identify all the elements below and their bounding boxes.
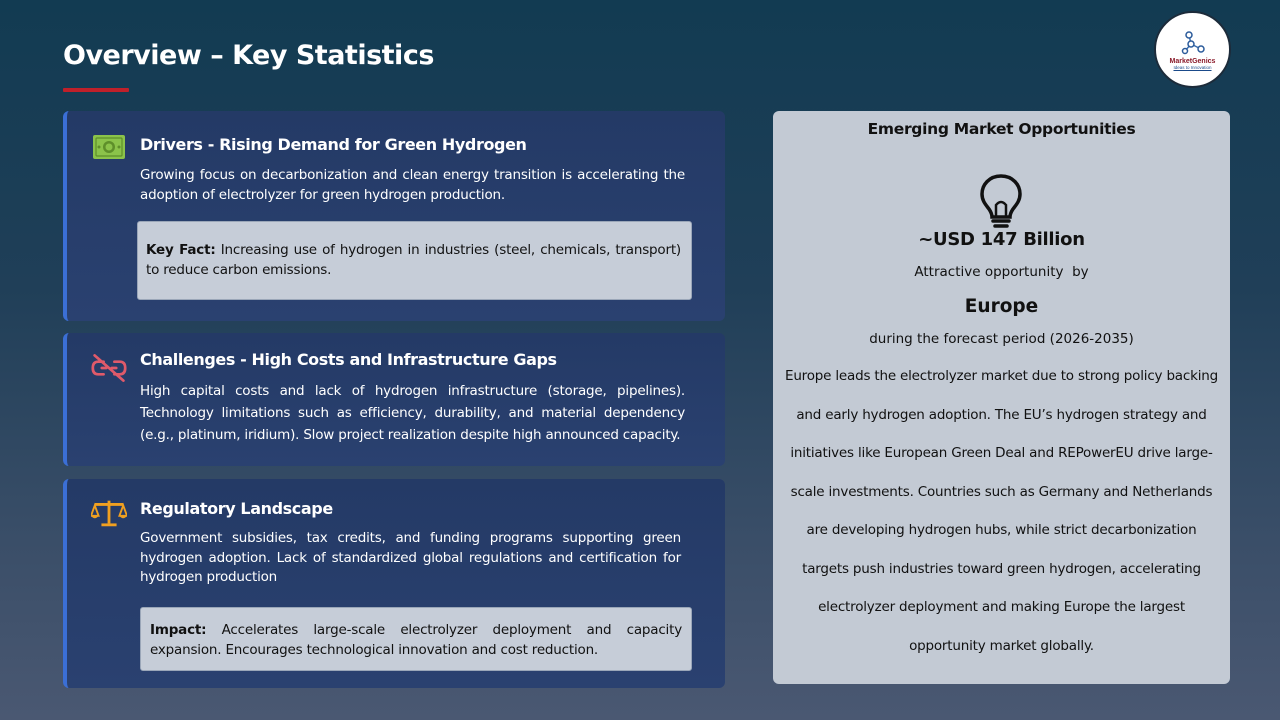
regulatory-card	[63, 479, 725, 688]
regulatory-body: Government subsidies, tax credits, and funding programs supporting green hydrogen adoption. Lack of standardized global regulations and certification for hydrogen production	[140, 530, 681, 585]
regulatory-title: Regulatory Landscape	[140, 499, 333, 518]
logo-name: MarketGenics	[1169, 57, 1216, 65]
title-underline	[63, 88, 129, 92]
challenges-body: High capital costs and lack of hydrogen infrastructure (storage, pipelines). Technology limitations such as efficiency, durability, and material dependency (e.g., platinum, iridium). Slow project realization despite high announced capacity.	[140, 383, 685, 443]
drivers-title: Drivers - Rising Demand for Green Hydrogen	[140, 135, 527, 154]
drivers-body: Growing focus on decarbonization and clean energy transition is accelerating the adoption of electrolyzer for green hydrogen production.	[140, 167, 685, 203]
challenges-card	[63, 333, 725, 466]
impact-box	[140, 607, 692, 671]
company-logo[interactable]	[1154, 11, 1231, 88]
logo-tagline: Ideas to Innovation	[1173, 64, 1212, 70]
broken-link-icon	[91, 352, 127, 384]
impact-text: Accelerates large-scale electrolyzer deployment and capacity expansion. Encourages technological innovation and cost reduction.	[150, 622, 682, 658]
molecule-icon	[1180, 30, 1206, 56]
opportunity-title: Emerging Market Opportunities	[867, 120, 1136, 138]
opportunity-region: Europe	[964, 296, 1039, 317]
opportunity-description: Europe leads the electrolyzer market due to strong policy backing and early hydrogen adoption. The EU’s hydrogen strategy and initiatives like European Green Deal and REPowerEU drive large-scale investments. Countries such as Germany and Netherlands are developing hydrogen hubs, while strict decarbonization targets push industries toward green hydrogen, accelerating electrolyzer deployment and making Europe the largest opportunity market globally.	[784, 368, 1218, 654]
challenges-title: Challenges - High Costs and Infrastructure Gaps	[140, 350, 557, 369]
key-fact-text: Increasing use of hydrogen in industries (steel, chemicals, transport) to reduce carbon emissions.	[146, 242, 681, 278]
drivers-card	[63, 111, 725, 321]
key-fact-label: Key Fact:	[146, 242, 216, 258]
scales-icon	[91, 497, 127, 529]
opportunity-period: during the forecast period (2026-2035)	[869, 331, 1134, 347]
opportunity-value: ~USD 147 Billion	[918, 229, 1085, 250]
lightbulb-icon	[976, 173, 1026, 229]
opportunity-subtitle: Attractive opportunity by	[914, 264, 1089, 280]
money-icon	[91, 131, 127, 163]
key-fact-box	[137, 221, 692, 300]
impact-label: Impact:	[150, 622, 207, 638]
page-title: Overview – Key Statistics	[63, 40, 434, 71]
opportunity-panel	[773, 111, 1230, 684]
